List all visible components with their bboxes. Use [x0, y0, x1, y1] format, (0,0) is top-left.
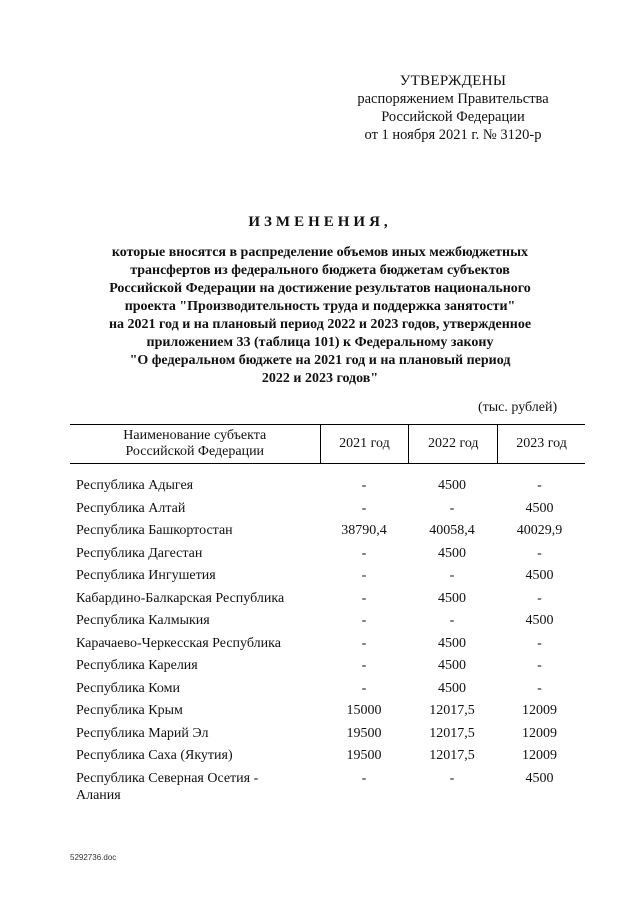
- table-row: [70, 725, 585, 743]
- value-2022: 4500: [438, 658, 466, 673]
- approval-block: [340, 72, 566, 144]
- subtitle-line: 2022 и 2023 годов": [261, 371, 379, 386]
- table-row: [70, 612, 585, 630]
- approval-line-1: распоряжением Правительства: [357, 91, 549, 107]
- header-2022: 2022 год: [408, 425, 497, 463]
- region-name: Республика Крым: [76, 703, 183, 718]
- value-2023: 4500: [525, 568, 554, 583]
- value-2022: -: [449, 770, 455, 786]
- value-2021: 19500: [346, 748, 382, 763]
- value-2021: -: [361, 658, 367, 673]
- region-name: Кабардино-Балкарская Республика: [76, 590, 285, 606]
- units-label: (тыс. рублей): [478, 400, 558, 415]
- value-2022: 12017,5: [429, 748, 475, 763]
- value-2023: 4500: [525, 770, 554, 786]
- value-2023: 4500: [525, 500, 554, 516]
- value-2022: 40058,4: [429, 523, 475, 538]
- table-row: [70, 567, 585, 585]
- table-row: [70, 545, 585, 563]
- value-2021: -: [361, 770, 367, 786]
- region-name: Республика Коми: [76, 680, 180, 696]
- subtitle-line: на 2021 год и на плановый период 2022 и 2023 годов, утвержденное: [108, 317, 532, 332]
- value-2021: 15000: [346, 703, 382, 718]
- value-2023: -: [537, 635, 542, 651]
- value-2023: 12009: [522, 725, 557, 741]
- header-2023: 2023 год: [497, 425, 585, 463]
- header-region-name: [70, 425, 320, 463]
- document-heading: ИЗМЕНЕНИЯ,: [248, 214, 392, 230]
- value-2022: 4500: [438, 545, 466, 561]
- region-name: Республика Калмыкия: [76, 613, 210, 628]
- subtitle-line: Российской Федерации на достижение результатов национального: [109, 281, 531, 296]
- value-2022: 4500: [438, 635, 466, 651]
- table-row: [70, 477, 585, 495]
- table-row: [70, 702, 585, 720]
- value-2022: 4500: [438, 680, 466, 696]
- subtitle-line: которые вносятся в распределение объемов иных межбюджетных: [111, 245, 529, 260]
- value-2022: -: [449, 568, 455, 583]
- table-row: [70, 590, 585, 608]
- value-2022: -: [449, 613, 455, 628]
- value-2021: 38790,4: [341, 523, 387, 538]
- region-name: Республика Алтай: [76, 500, 186, 516]
- value-2023: 12009: [522, 748, 557, 763]
- value-2021: -: [361, 478, 367, 493]
- value-2021: -: [361, 635, 367, 651]
- document-file-code: 5292736.doc: [70, 853, 117, 862]
- value-2023: -: [537, 590, 542, 606]
- region-name: Республика Ингушетия: [76, 568, 216, 583]
- budget-table: [70, 424, 585, 810]
- region-name: Республика Дагестан: [76, 545, 203, 561]
- value-2023: 12009: [522, 703, 557, 718]
- table-row: [70, 747, 585, 765]
- region-name: Карачаево-Черкесская Республика: [76, 635, 281, 651]
- table-row: [70, 635, 585, 653]
- region-name: Республика Адыгея: [76, 478, 194, 493]
- value-2022: 4500: [438, 590, 466, 606]
- value-2021: -: [361, 680, 367, 696]
- value-2021: -: [361, 545, 367, 561]
- value-2023: -: [537, 680, 542, 696]
- subtitle-line: "О федеральном бюджете на 2021 год и на плановый период: [129, 353, 511, 368]
- value-2023: -: [537, 478, 542, 493]
- subtitle-line: приложением 33 (таблица 101) к Федеральному закону: [146, 335, 494, 350]
- table-body: [70, 477, 585, 805]
- table-row: [70, 770, 585, 805]
- value-2023: -: [537, 545, 542, 561]
- subtitle-line: проекта "Производительность труда и поддержка занятости": [124, 299, 516, 314]
- value-2023: 40029,9: [516, 523, 563, 538]
- approval-line-2: Российской Федерации: [381, 109, 525, 125]
- value-2021: -: [361, 500, 367, 516]
- table-header: [70, 424, 585, 464]
- approval-title: УТВЕРЖДЕНЫ: [399, 73, 507, 89]
- value-2023: -: [537, 658, 542, 673]
- region-name: [70, 770, 320, 805]
- region-name: Республика Башкортостан: [76, 523, 233, 538]
- value-2021: -: [361, 590, 367, 606]
- region-name-line-2: Алания: [76, 788, 121, 803]
- value-2022: 12017,5: [429, 725, 475, 741]
- region-name: Республика Марий Эл: [76, 725, 209, 741]
- subtitle-line: трансфертов из федерального бюджета бюджетам субъектов: [130, 263, 510, 278]
- value-2022: 4500: [438, 478, 466, 493]
- header-name-line-1: Наименование субъекта: [123, 428, 267, 443]
- region-name-line-1: Республика Северная Осетия -: [76, 770, 259, 786]
- region-name: Республика Карелия: [76, 658, 198, 673]
- value-2023: 4500: [525, 613, 554, 628]
- table-row: [70, 522, 585, 540]
- approval-line-3: от 1 ноября 2021 г. № 3120-р: [364, 127, 542, 143]
- value-2021: -: [361, 613, 367, 628]
- value-2022: -: [449, 500, 455, 516]
- header-name-line-2: Российской Федерации: [125, 444, 265, 459]
- table-row: [70, 680, 585, 698]
- value-2022: 12017,5: [429, 703, 475, 718]
- document-subtitle: [70, 244, 570, 388]
- value-2021: -: [361, 568, 367, 583]
- region-name: Республика Саха (Якутия): [76, 748, 233, 763]
- header-2021: 2021 год: [320, 425, 409, 463]
- table-row: [70, 500, 585, 518]
- table-row: [70, 657, 585, 675]
- value-2021: 19500: [346, 725, 382, 741]
